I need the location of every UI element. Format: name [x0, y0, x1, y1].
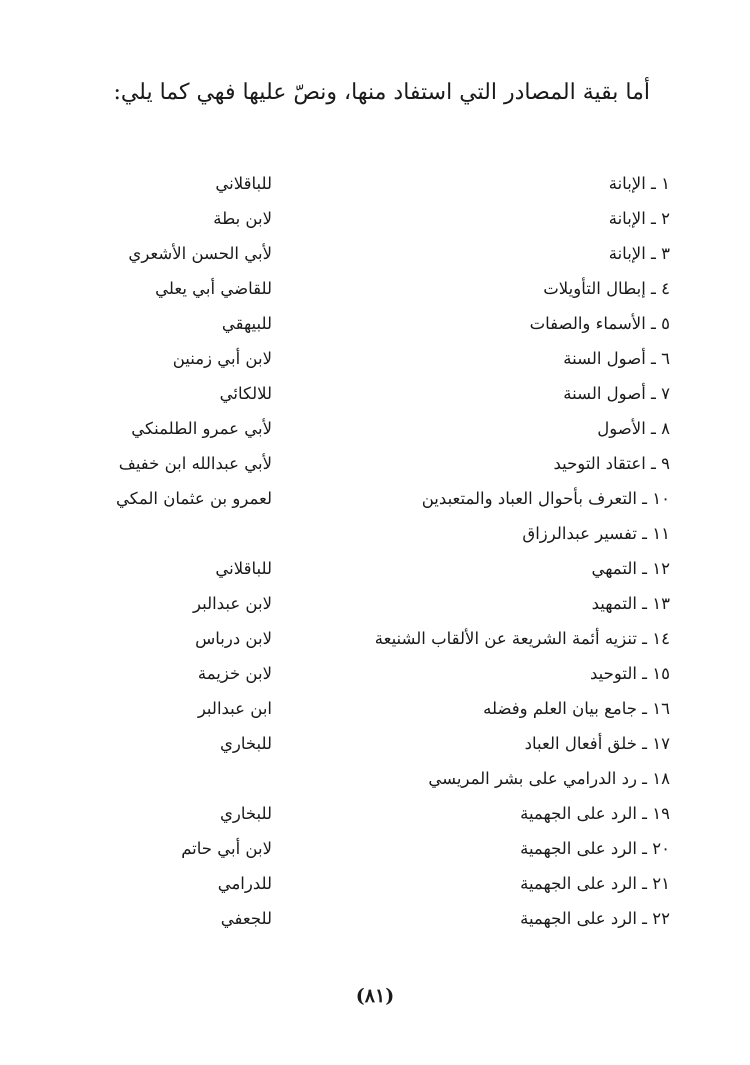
source-author: لابن أبي زمنين [172, 349, 272, 368]
page-number: (٨١) [355, 985, 395, 1007]
sources-list [0, 170, 750, 940]
source-title: ١٣ ـ التمهيد [591, 594, 670, 613]
source-title: ١١ ـ تفسير عبدالرزاق [522, 524, 670, 543]
source-title: ١٢ ـ التمهي [591, 559, 670, 578]
source-title: ١ ـ الإبانة [608, 174, 670, 193]
source-title: ١٧ ـ خلق أفعال العباد [524, 734, 670, 753]
source-author: لأبي عمرو الطلمنكي [131, 419, 272, 438]
source-title: ١٥ ـ التوحيد [589, 664, 670, 683]
source-row [0, 520, 750, 555]
source-author: للالكائي [219, 384, 272, 403]
source-author: لابن أبي حاتم [181, 839, 272, 858]
source-author: للباقلاني [215, 174, 272, 193]
source-author: للباقلاني [215, 559, 272, 578]
source-row [0, 345, 750, 380]
source-row [0, 310, 750, 345]
source-row [0, 870, 750, 905]
source-author: لأبي عبدالله ابن خفيف [118, 454, 272, 473]
source-row [0, 730, 750, 765]
source-row [0, 450, 750, 485]
source-row [0, 660, 750, 695]
source-row [0, 380, 750, 415]
source-author: لابن بطة [213, 209, 272, 228]
source-row [0, 275, 750, 310]
source-author: للبخاري [219, 734, 272, 753]
source-author: للجعفي [220, 909, 272, 928]
source-author: لابن عبدالبر [193, 594, 272, 613]
source-title: ١٦ ـ جامع بيان العلم وفضله [483, 699, 670, 718]
source-title: ٣ ـ الإبانة [608, 244, 670, 263]
source-author: لابن خزيمة [197, 664, 272, 683]
source-title: ٢٠ ـ الرد على الجهمية [520, 839, 670, 858]
source-title: ٦ ـ أصول السنة [563, 349, 670, 368]
source-row [0, 170, 750, 205]
source-author: لأبي الحسن الأشعري [128, 244, 272, 263]
source-row [0, 555, 750, 590]
source-row [0, 415, 750, 450]
source-row [0, 485, 750, 520]
source-author: لابن درباس [195, 629, 272, 648]
source-title: ٤ ـ إبطال التأويلات [543, 279, 670, 298]
source-title: ٢١ ـ الرد على الجهمية [520, 874, 670, 893]
source-title: ١٤ ـ تنزيه أئمة الشريعة عن الألقاب الشنيعة [374, 629, 670, 648]
source-author: للبخاري [219, 804, 272, 823]
source-author: للبيهقي [221, 314, 272, 333]
source-row [0, 240, 750, 275]
source-title: ١٨ ـ رد الدرامي على بشر المريسي [428, 769, 670, 788]
source-row [0, 625, 750, 660]
source-title: ٨ ـ الأصول [597, 419, 670, 438]
source-author: للقاضي أبي يعلي [155, 279, 272, 298]
source-title: ١٠ ـ التعرف بأحوال العباد والمتعبدين [421, 489, 670, 508]
source-row [0, 205, 750, 240]
source-row [0, 765, 750, 800]
source-title: ٥ ـ الأسماء والصفات [529, 314, 670, 333]
source-author: ابن عبدالبر [197, 699, 272, 718]
source-row [0, 835, 750, 870]
source-title: ٢ ـ الإبانة [608, 209, 670, 228]
source-title: ٩ ـ اعتقاد التوحيد [553, 454, 670, 473]
section-heading: أما بقية المصادر التي استفاد منها، ونصّ عليها فهي كما يلي: [113, 80, 650, 105]
source-title: ١٩ ـ الرد على الجهمية [520, 804, 670, 823]
source-author: للدرامي [217, 874, 272, 893]
source-row [0, 695, 750, 730]
source-row [0, 905, 750, 940]
source-title: ٧ ـ أصول السنة [563, 384, 670, 403]
source-row [0, 800, 750, 835]
source-title: ٢٢ ـ الرد على الجهمية [520, 909, 670, 928]
source-row [0, 590, 750, 625]
source-author: لعمرو بن عثمان المكي [115, 489, 272, 508]
